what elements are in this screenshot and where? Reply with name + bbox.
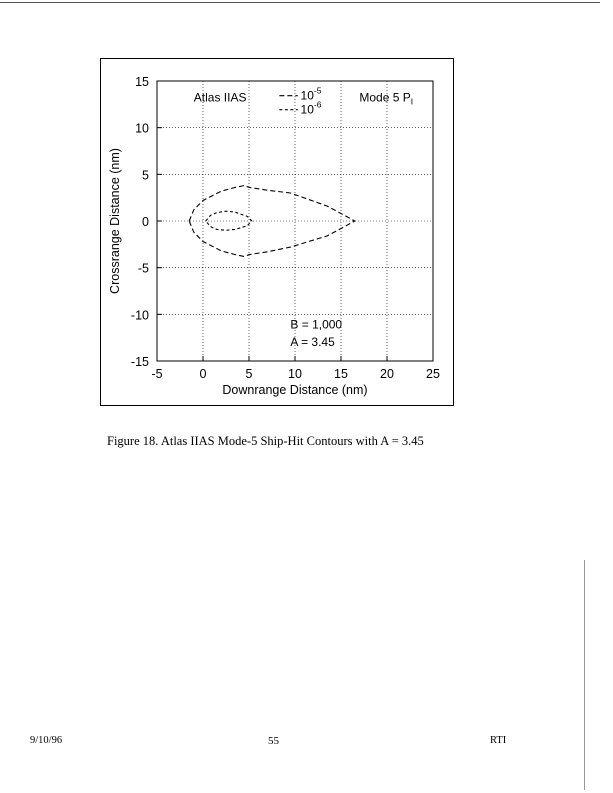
chart-svg [101, 59, 453, 405]
legend-exponent: -5 [313, 85, 322, 96]
x-tick-label: 20 [380, 367, 394, 381]
x-tick-label: -5 [151, 367, 163, 381]
x-tick-label: 25 [426, 367, 440, 381]
y-tick-label: 5 [142, 168, 149, 183]
b-value-annotation: B = 1,000 [290, 317, 343, 332]
legend-entry-label: $10^{-5}$ [300, 85, 322, 103]
legend-exponent: -6 [313, 99, 322, 110]
page-top-rule [0, 2, 600, 3]
mode-subscript: I [410, 96, 414, 107]
y-tick-label: -10 [130, 308, 149, 323]
page-right-rule [584, 560, 585, 790]
mode-annotation: Mode 5 $P_I$ [359, 90, 414, 107]
y-tick-label: 0 [142, 215, 149, 229]
x-tick-label: 5 [245, 367, 253, 381]
x-axis-label: Downrange Distance (nm) [222, 383, 368, 397]
figure-caption: Figure 18. Atlas IIAS Mode-5 Ship-Hit Contours with A = 3.45 [107, 434, 424, 448]
x-tick-label: 0 [199, 367, 207, 381]
footer-page-number: 55 [268, 735, 279, 747]
vehicle-annotation: Atlas IIAS [193, 90, 247, 105]
x-tick-label: 15 [334, 367, 348, 381]
y-tick-label: -15 [130, 355, 149, 369]
y-axis-label: Crossrange Distance (nm) [108, 148, 122, 294]
footer-date: 9/10/96 [30, 735, 63, 746]
y-tick-label: 15 [135, 75, 149, 89]
footer-organization: RTI [490, 735, 507, 746]
legend-entry-label: $10^{-6}$ [300, 99, 322, 117]
a-value-annotation: A = 3.45 [290, 335, 335, 350]
y-tick-label: 10 [135, 121, 149, 136]
y-tick-label: -5 [137, 261, 149, 276]
x-tick-label: 10 [288, 367, 302, 381]
figure-frame [100, 58, 454, 406]
